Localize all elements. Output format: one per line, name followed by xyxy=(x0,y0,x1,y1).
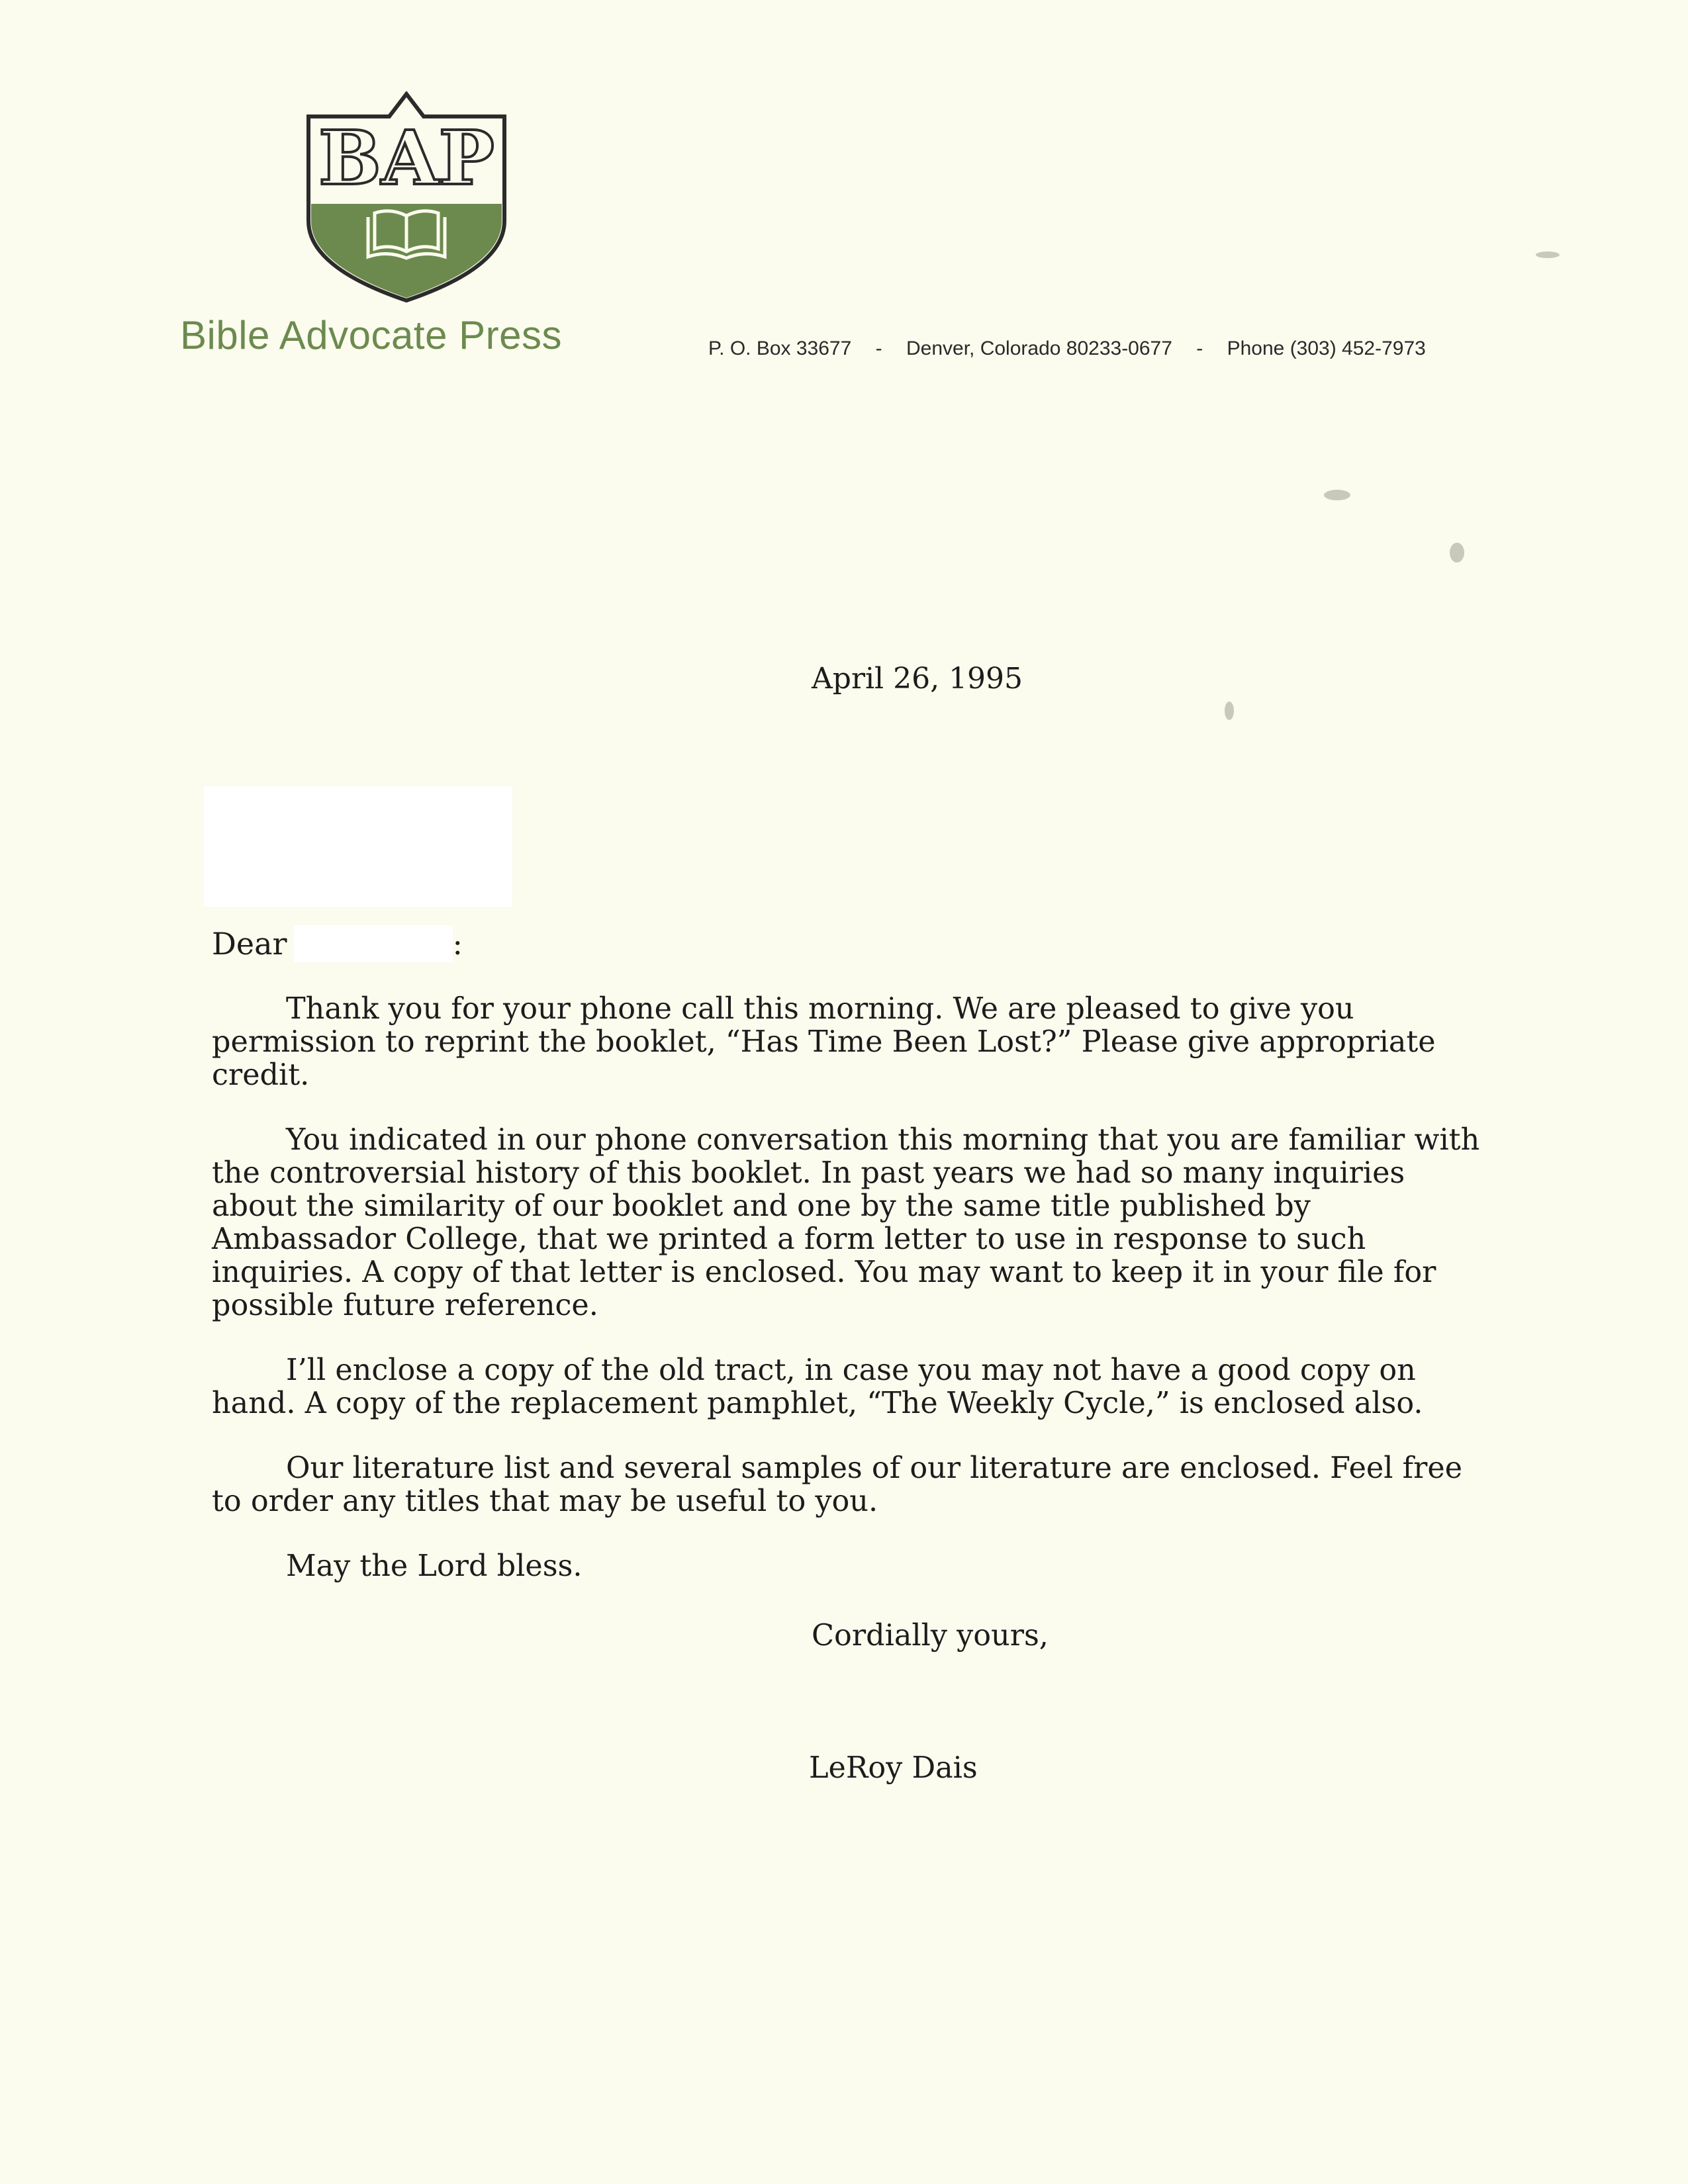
paragraph: May the Lord bless. xyxy=(286,1549,583,1583)
salutation-suffix: : xyxy=(452,926,463,962)
phone-number: Phone (303) 452-7973 xyxy=(1227,338,1426,359)
scan-speck xyxy=(1450,543,1464,563)
salutation xyxy=(212,925,463,962)
scan-speck xyxy=(1324,490,1350,500)
redacted-address-block xyxy=(204,786,512,907)
scan-speck xyxy=(1225,702,1234,720)
paragraph: Thank you for your phone call this morning. We are pleased to give you permission to reprint the booklet, “Has Time Been Lost?” Please give appropriate credit. xyxy=(212,992,1436,1092)
paragraph: You indicated in our phone conversation this morning that you are familiar with the controversial history of this booklet. In past years we had so many inquiries about the similarity of our booklet and one by the same title published by Ambassador College, that we printed a form letter to use in response to such inquiries. A copy of that letter is enclosed. You may want to keep it in your file for possible future reference. xyxy=(212,1123,1480,1322)
svg-text:BAP: BAP xyxy=(318,115,494,202)
separator: - xyxy=(1196,338,1203,359)
bap-shield-logo xyxy=(303,91,510,303)
letter-date: April 26, 1995 xyxy=(812,662,1023,696)
separator: - xyxy=(875,338,882,359)
letter-body xyxy=(212,993,1489,1615)
city-address: Denver, Colorado 80233-0677 xyxy=(906,338,1172,359)
organization-name: Bible Advocate Press xyxy=(180,313,562,357)
scan-speck xyxy=(1536,251,1560,258)
signer-name: LeRoy Dais xyxy=(809,1751,978,1785)
paragraph: I’ll enclose a copy of the old tract, in case you may not have a good copy on hand. A copy of the replacement pamphlet, “The Weekly Cycle,” is enclosed also. xyxy=(212,1353,1423,1420)
closing: Cordially yours, xyxy=(812,1619,1049,1653)
paragraph: Our literature list and several samples of our literature are enclosed. Feel free to order any titles that may be useful to you. xyxy=(212,1451,1463,1518)
po-box: P. O. Box 33677 xyxy=(708,338,852,359)
salutation-prefix: Dear xyxy=(212,926,287,962)
letterhead-contact xyxy=(708,338,1426,360)
redacted-recipient-name xyxy=(294,925,453,962)
